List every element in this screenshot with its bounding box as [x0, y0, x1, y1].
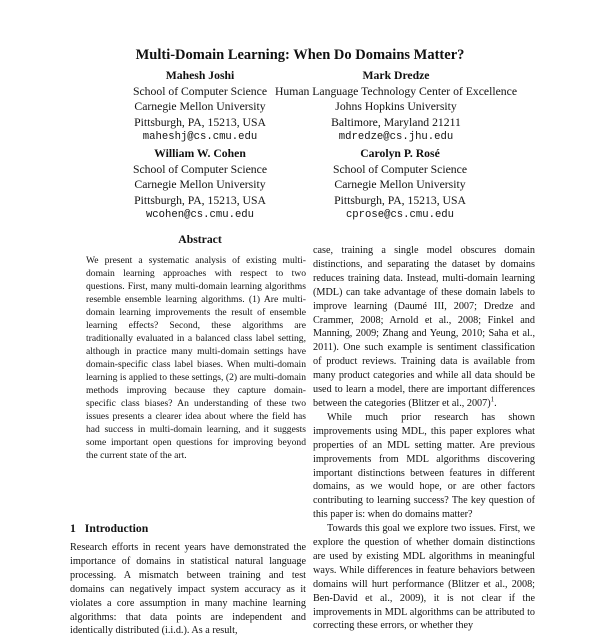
author-affiliation: School of Computer Science	[332, 162, 468, 176]
author-affiliation: Human Language Technology Center of Excellence	[274, 84, 518, 98]
author-address: Pittsburgh, PA, 15213, USA	[134, 193, 266, 207]
author-affiliation: School of Computer Science	[132, 162, 268, 176]
author-email: wcohen@cs.cmu.edu	[145, 209, 255, 222]
section-title: Introduction	[84, 522, 149, 535]
author-name: Carolyn P. Rosé	[360, 147, 440, 160]
author-name: William W. Cohen	[154, 147, 246, 160]
author-institution: Carnegie Mellon University	[134, 178, 266, 192]
right-column-text	[313, 244, 535, 633]
author-institution: Johns Hopkins University	[335, 100, 457, 114]
author-name: Mahesh Joshi	[165, 69, 235, 82]
author-institution: Carnegie Mellon University	[334, 178, 466, 192]
author-email: cprose@cs.cmu.edu	[345, 209, 455, 222]
paragraph-text: case, training a single model obscures domain distinctions, and separating the dataset by domains reduces training data. Instead, multi-domain learning (MDL) can take advantage of these domain labels to improve learning (Daumé III, 2007; Dredze and Crammer, 2008; Arnold et al., 2008; Finkel and Manning, 2009; Zhang and Yeung, 2010; Saha et al., 2011). One such example is sentiment classification of product reviews. Training data is available from many product categories and while all data should be used to learn a model, there are important differences between the categories (Blitzer et al., 2007)	[313, 245, 535, 409]
paragraph-end: .	[494, 397, 497, 409]
author-address: Baltimore, Maryland 21211	[331, 115, 461, 129]
author-email: mdredze@cs.jhu.edu	[338, 131, 454, 144]
author-name: Mark Dredze	[362, 69, 430, 82]
author-institution: Carnegie Mellon University	[134, 100, 266, 114]
intro-paragraph-left: Research efforts in recent years have demonstrated the importance of domains in statistical natural language processing. A mismatch between training and test domains can negatively impact system accuracy as it violates a core assumption in many machine learning algorithms: that data points are independent and identically distributed (i.i.d.). As a result,	[70, 542, 306, 637]
abstract-text: We present a systematic analysis of existing multi-domain learning approaches with respect to two questions. First, many multi-domain learning algorithms resemble ensemble learning algorithms. (1) Are multi-domain learning improvements the result of ensemble learning effects? Second, these algorithms are traditionally evaluated in a balanced class label setting, although in practice many multi-domain settings have domain-specific class label biases. When multi-domain learning is applied to these settings, (2) are multi-domain methods improving because they capture domain-specific class biases? An understanding of these two issues presents a clearer idea about where the field has had success in multi-domain learning, and it suggests some important open questions for improving beyond the current state of the art.	[86, 255, 306, 461]
right-paragraph-3: Towards this goal we explore two issues. First, we explore the question of whether domain distinctions are used by existing MDL algorithms in meaningful ways. While differences in feature behaviors between domains will hurt performance (Blitzer et al., 2008; Ben-David et al., 2009), it is not clear if the improvements in MDL algorithms can be attributed to correcting these errors, or whether they	[313, 523, 535, 632]
section-heading-introduction	[70, 522, 148, 535]
author-affiliation: School of Computer Science	[132, 84, 268, 98]
footnote-marker: 1	[490, 395, 495, 404]
author-address: Pittsburgh, PA, 15213, USA	[334, 193, 466, 207]
paper-title: Multi-Domain Learning: When Do Domains Matter?	[135, 47, 465, 63]
author-address: Pittsburgh, PA, 15213, USA	[134, 115, 266, 129]
author-block-dredze	[272, 68, 520, 146]
author-block-joshi	[110, 68, 290, 146]
author-block-rose	[310, 146, 490, 224]
abstract-heading: Abstract	[178, 233, 222, 246]
author-email: maheshj@cs.cmu.edu	[142, 131, 258, 144]
right-paragraph-2: While much prior research has shown improvements using MDL, this paper explores what properties of an MDL setting matter. Are previous improvements from MDL algorithms discovering important distinctions between features in different domains, as we would hope, or are other factors contributing to learning success? The key question of this paper is: when do domains matter?	[313, 411, 535, 521]
right-paragraph-1	[313, 244, 535, 411]
section-number: 1	[70, 522, 76, 535]
author-block-cohen	[110, 146, 290, 224]
